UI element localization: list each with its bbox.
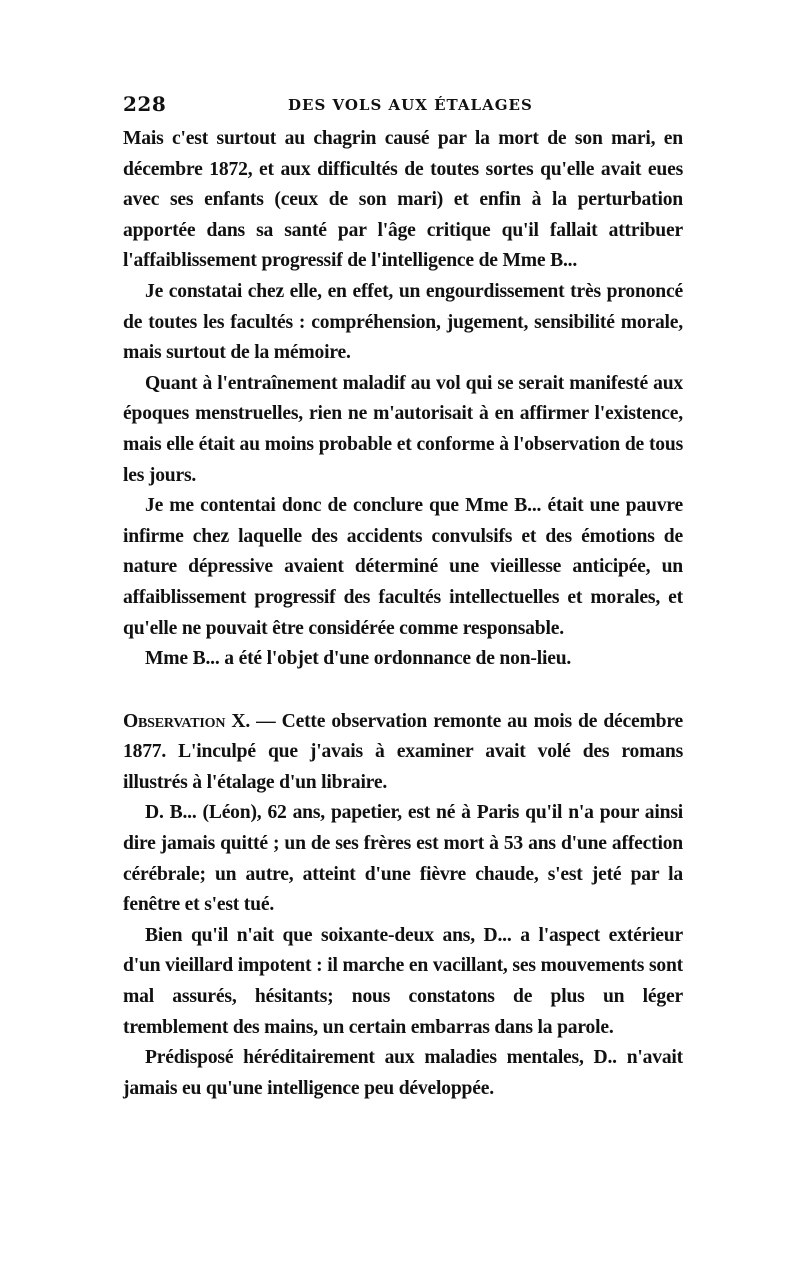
paragraph: D. B... (Léon), 62 ans, papetier, est né à Paris qu'il n'a pour ainsi dire jamais quitté ; un de ses frères est mort à 53 ans d'une affection cérébrale; un autre, atteint d'une fièvre chaude, s'est jeté par la fenêtre et s'est tué. bbox=[123, 802, 683, 916]
page-number: 228 bbox=[123, 92, 167, 116]
running-title: DES VOLS AUX ÉTALAGES bbox=[288, 96, 533, 114]
page-header bbox=[123, 92, 683, 122]
paragraph: Mme B... a été l'objet d'une ordonnance de non-lieu. bbox=[145, 648, 572, 670]
observation-text: — Cette observation remonte au mois de décembre 1877. L'inculpé que j'avais à examiner avait volé des romans illustrés à l'étalage d'un libraire. bbox=[123, 710, 683, 793]
observation-label: Observation X. bbox=[123, 710, 251, 732]
observation-paragraph bbox=[123, 707, 683, 799]
paragraph: Je constatai chez elle, en effet, un engourdissement très prononcé de toutes les facultés : compréhension, jugement, sensibilité morale, mais surtout de la mémoire. bbox=[123, 280, 683, 364]
paragraph: Bien qu'il n'ait que soixante-deux ans, D... a l'aspect extérieur d'un vieillard impotent : il marche en vacillant, ses mouvements sont mal assurés, hésitants; nous constatons de plus un léger tremblement des mains, un certain embarras dans la parole. bbox=[123, 924, 683, 1038]
paragraph: Mais c'est surtout au chagrin causé par la mort de son mari, en décembre 1872, et aux difficultés de toutes sortes qu'elle avait eues avec ses enfants (ceux de son mari) et enfin à la perturbation apportée dans sa santé par l'âge critique qu'il fallait attribuer l'affaiblissement progressif de l'intelligence de Mme B... bbox=[123, 128, 683, 272]
section-gap bbox=[123, 675, 683, 707]
page-body bbox=[123, 124, 683, 1104]
paragraph: Quant à l'entraînement maladif au vol qui se serait manifesté aux époques menstruelles, rien ne m'autorisait à en affirmer l'existence, mais elle était au moins probable et conforme à l'observation de tous les jours. bbox=[123, 372, 683, 486]
paragraph: Je me contentai donc de conclure que Mme B... était une pauvre infirme chez laquelle des accidents convulsifs et des émotions de nature dépressive avaient déterminé une vieillesse anticipée, un affaiblissement progressif des facultés intellectuelles et morales, et qu'elle ne pouvait être considérée comme responsable. bbox=[123, 495, 683, 639]
paragraph: Prédisposé héréditairement aux maladies mentales, D.. n'avait jamais eu qu'une intelligence peu développée. bbox=[123, 1047, 683, 1099]
